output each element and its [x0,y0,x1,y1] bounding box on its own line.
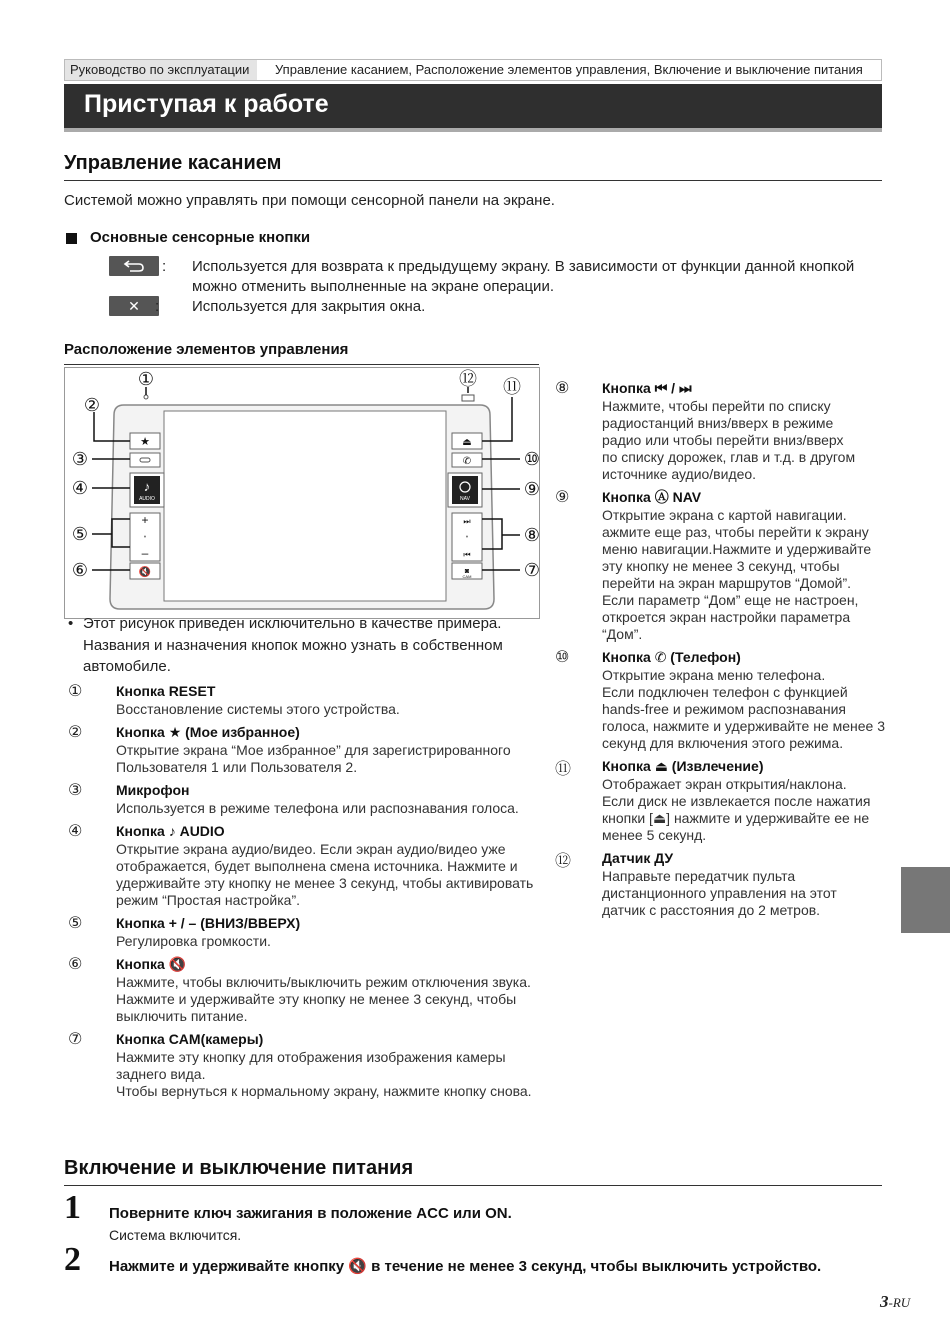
page-title-bar [64,84,882,132]
step-1-text: Система включится. [109,1227,242,1243]
item-text-line: кнопки [⏏] нажмите и удерживайте ее не [602,810,870,826]
callout-4: ④ [71,478,89,499]
svg-text:•: • [465,534,469,541]
page-number-value: 3 [880,1292,889,1311]
note-bullet: • [68,615,74,632]
square-bullet-icon [66,233,77,244]
note-line-1: Этот рисунок приведен исключительно в качестве примера. [83,615,502,632]
items-left-list [64,681,544,1104]
callout-6: ⑥ [71,560,89,581]
item-text-line: Отображает экран открытия/наклона. [602,776,847,792]
item-number: ⑨ [555,487,570,506]
item-title: Кнопка + / – (ВНИЗ/ВВЕРХ) [116,915,301,931]
item-number: ⑤ [68,913,83,932]
note-line-2: Названия и назначения кнопок можно узнать в собственном [83,637,503,654]
item-text-line: эту кнопку не менее 3 секунд, чтобы [602,558,840,574]
item-text-line: Нажмите, чтобы перейти по списку [602,398,831,414]
callout-7: ⑦ [523,560,540,581]
item-text-line: Чтобы вернуться к нормальному экрану, нажмите кнопку снова. [116,1083,532,1099]
description-item [64,780,544,817]
close-desc: Используется для закрытия окна. [192,298,426,315]
item-text-line: отображается, будет выполнена смена источника. Нажмите и [116,858,518,874]
item-number: ③ [68,780,83,799]
svg-text:+: + [141,513,149,527]
description-item [555,647,885,752]
items-right-list [555,378,885,923]
description-item [64,722,544,776]
callout-1: ① [137,369,155,390]
controls-heading-rule [64,364,539,365]
close-button-icon: ✕ [109,296,159,316]
item-text-line: Направьте передатчик пульта [602,868,796,884]
svg-text:⏭: ⏭ [463,517,471,526]
item-title: Кнопка ⏮ / ⏭ [602,380,692,396]
item-text-line: дистанционного управления на этот [602,885,837,901]
item-text-line: заднего вида. [116,1066,206,1082]
item-text-line: “Дом”. [602,626,643,642]
item-title: Кнопка ♪ AUDIO [116,823,225,839]
cam-label: CAM [462,574,472,579]
item-number: ⑫ [555,851,572,870]
power-heading-rule [64,1185,882,1186]
item-number: ⑥ [68,954,83,973]
callout-3: ③ [71,449,89,470]
touch-heading: Управление касанием [64,152,282,174]
item-title: Кнопка ⏏ (Извлечение) [602,758,764,774]
item-number: ② [68,722,83,741]
svg-text:⏏: ⏏ [462,437,472,448]
step-1-number: 1 [64,1189,81,1226]
section-tab [901,867,950,933]
page-number-suffix: -RU [888,1295,911,1310]
item-title: Кнопка RESET [116,683,216,699]
item-text-line: Открытие экрана меню телефона. [602,667,826,683]
callout-11: ⑪ [503,377,521,398]
item-text-line: Открытие экрана “Мое избранное” для зарегистрированного [116,742,511,758]
nav-label: NAV [460,496,470,502]
item-text-line: Регулировка громкости. [116,933,271,949]
item-text-line: датчик с расстояния до 2 метров. [602,902,821,918]
item-text-line: меню навигации.Нажмите и удерживайте [602,541,872,557]
item-text-line: Нажмите, чтобы включить/выключить режим отключения звука. [116,974,531,990]
item-text-line: Если параметр “Дом” еще не настроен, [602,592,859,608]
item-text-line: Открытие экрана аудио/видео. Если экран аудио/видео уже [116,841,506,857]
item-text-line: откроется экран настройки параметра [602,609,851,625]
page-number [880,1292,910,1312]
colon-1: : [162,258,167,275]
item-text-line: Открытие экрана с картой навигации. [602,507,847,523]
svg-text:⏮: ⏮ [463,550,471,559]
callout-10: ⑩ [523,449,540,470]
svg-text:•: • [143,534,147,541]
item-text-line: Восстановление системы этого устройства. [116,701,400,717]
description-item [64,913,544,950]
item-number: ⑩ [555,647,570,666]
item-text-line: ажмите еще раз, чтобы перейти к экрану [602,524,869,540]
description-item [555,848,885,919]
step-2-title: Нажмите и удерживайте кнопку 🔇 в течение не менее 3 секунд, чтобы выключить устройство. [109,1258,822,1275]
item-text-line: Если диск не извлекается после нажатия [602,793,871,809]
description-item [64,821,544,909]
item-title: Кнопка ✆ (Телефон) [602,649,741,665]
audio-label: AUDIO [139,496,155,502]
svg-text:★: ★ [140,436,150,448]
item-title: Датчик ДУ [602,850,674,866]
item-text-line: Нажмите и удерживайте эту кнопку не менее 3 секунд, чтобы [116,991,517,1007]
item-text-line: удерживайте эту кнопку не менее 3 секунд, чтобы активировать [116,875,534,891]
item-title: Микрофон [116,782,190,798]
item-number: ⑧ [555,378,570,397]
item-text-line: менее 5 секунд. [602,827,707,843]
back-desc-2: можно отменить выполненные на экране операции. [192,278,554,295]
item-title: Кнопка ★ (Мое избранное) [116,724,300,740]
item-text-line: Нажмите эту кнопку для отображения изображения камеры [116,1049,506,1065]
item-number: ④ [68,821,83,840]
back-desc-1: Используется для возврата к предыдущему экрану. В зависимости от функции данной кнопкой [192,258,855,275]
description-item [64,681,544,718]
description-item [555,487,885,643]
svg-text:◙: ◙ [464,568,470,575]
step-1-title: Поверните ключ зажигания в положение ACC или ON. [109,1205,512,1222]
callout-12: ⑫ [459,369,477,390]
description-item [64,954,544,1025]
breadcrumb-section: Руководство по эксплуатации [65,60,257,80]
item-text-line: Если подключен телефон с функцией [602,684,848,700]
touch-heading-rule [64,180,882,181]
item-title: Кнопка 🔇 [116,956,187,972]
svg-text:♪: ♪ [143,479,151,494]
item-text-line: секунд для включения этого режима. [602,735,844,751]
item-text-line: выключить питание. [116,1008,248,1024]
breadcrumb-topics: Управление касанием, Расположение элементов управления, Включение и выключение питания [275,62,863,77]
callout-9: ⑨ [523,479,540,500]
power-heading: Включение и выключение питания [64,1157,414,1179]
item-text-line: режим “Простая настройка”. [116,892,301,908]
item-title: Кнопка Ⓐ NAV [602,489,702,505]
svg-text:🔇: 🔇 [138,567,152,578]
controls-heading: Расположение элементов управления [64,341,349,358]
svg-text:✆: ✆ [462,456,472,467]
back-button-icon [109,256,159,276]
item-text-line: hands-free и режимом распознавания [602,701,846,717]
callout-2: ② [83,395,101,416]
item-text-line: Используется в режиме телефона или распознавания голоса. [116,800,519,816]
item-text-line: радиостанций вниз/вверх в режиме [602,415,834,431]
colon-2: : [155,298,160,315]
basic-buttons-heading: Основные сенсорные кнопки [90,229,311,246]
item-text-line: источнике аудио/видео. [602,466,757,482]
description-item [64,1029,544,1100]
device-diagram [64,367,540,619]
callout-5: ⑤ [71,524,89,545]
callout-8: ⑧ [523,525,540,546]
description-item [555,378,885,483]
item-text-line: голоса, нажмите и удерживайте не менее 3 [602,718,886,734]
step-2-number: 2 [64,1241,81,1278]
item-number: ⑦ [68,1029,83,1048]
description-item [555,756,885,844]
item-text-line: радио или чтобы перейти вниз/вверх [602,432,844,448]
item-title: Кнопка CAM(камеры) [116,1031,264,1047]
item-text-line: перейти на экран маршрутов “Домой”. [602,575,852,591]
touch-intro: Системой можно управлять при помощи сенсорной панели на экране. [64,192,555,209]
note-line-3: автомобиле. [83,658,171,675]
svg-text:–: – [141,546,149,560]
page-title: Приступая к работе [84,90,329,118]
item-number: ① [68,681,83,700]
item-number: ⑪ [555,759,572,778]
item-text-line: Пользователя 1 или Пользователя 2. [116,759,358,775]
item-text-line: по списку дорожек, глав и т.д. в другом [602,449,856,465]
breadcrumb [64,59,882,81]
